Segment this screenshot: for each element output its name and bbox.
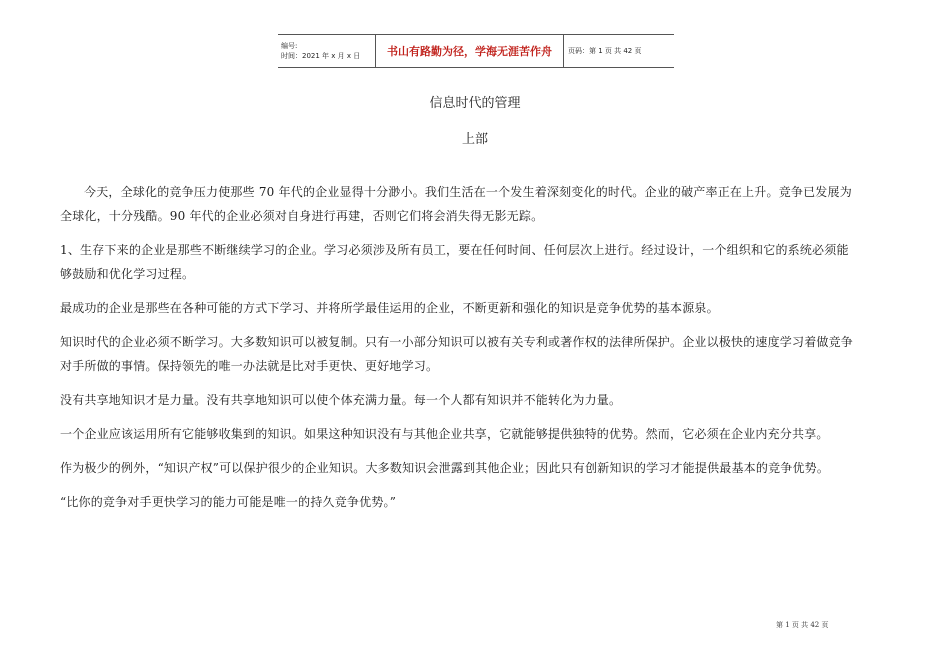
page-header — [278, 34, 674, 68]
paragraph: 知识时代的企业必须不断学习。大多数知识可以被复制。只有一小部分知识可以被有关专利或著作权的法律所保护。企业以极快的速度学习着做竞争对手所做的事情。保持领先的唯一办法就是比对手更快、更好地学习。 — [60, 335, 854, 373]
paragraph: 今天，全球化的竞争压力使那些 70 年代的企业显得十分渺小。我们生活在一个发生着深刻变化的时代。企业的破产率正在上升。竞争已发展为全球化，十分残酷。90 年代的企业必须对自身进行再建，否则它们将会消失得无影无踪。 — [60, 185, 852, 223]
paragraph: 没有共享地知识才是力量。没有共享地知识可以使个体充满力量。每一个人都有知识并不能转化为力量。 — [60, 393, 622, 407]
page-footer: 第 1 页 共 42 页 — [776, 621, 829, 629]
header-motto-cell — [376, 35, 564, 67]
header-time-label: 时间：2021 年 x 月 x 日 — [281, 52, 361, 60]
document-subtitle: 上部 — [461, 132, 488, 147]
quote-paragraph: “比你的竞争对手更快学习的能力可能是唯一的持久竞争优势。” — [60, 495, 397, 509]
header-number-label: 编号: — [281, 42, 298, 50]
paragraph: 一个企业应该运用所有它能够收集到的知识。如果这种知识没有与其他企业共享，它就能够提供独特的优势。然而，它必须在企业内充分共享。 — [60, 427, 829, 441]
paragraph: 最成功的企业是那些在各种可能的方式下学习、并将所学最佳运用的企业，不断更新和强化的知识是竞争优势的基本源泉。 — [60, 301, 719, 315]
header-motto: 书山有路勤为径，学海无涯苦作舟 — [387, 45, 552, 58]
document-title: 信息时代的管理 — [429, 96, 521, 111]
header-meta-cell — [278, 35, 376, 67]
document-body — [60, 180, 855, 524]
header-page-cell — [564, 35, 674, 67]
paragraph: 作为极少的例外，“知识产权”可以保护很少的企业知识。大多数知识会泄露到其他企业；因此只有创新知识的学习才能提供最基本的竞争优势。 — [60, 461, 830, 475]
paragraph: 1、生存下来的企业是那些不断继续学习的企业。学习必须涉及所有员工，要在任何时间、任何层次上进行。经过设计，一个组织和它的系统必须能够鼓励和优化学习过程。 — [60, 243, 849, 281]
header-page-info: 页码：第 1 页 共 42 页 — [568, 47, 642, 55]
